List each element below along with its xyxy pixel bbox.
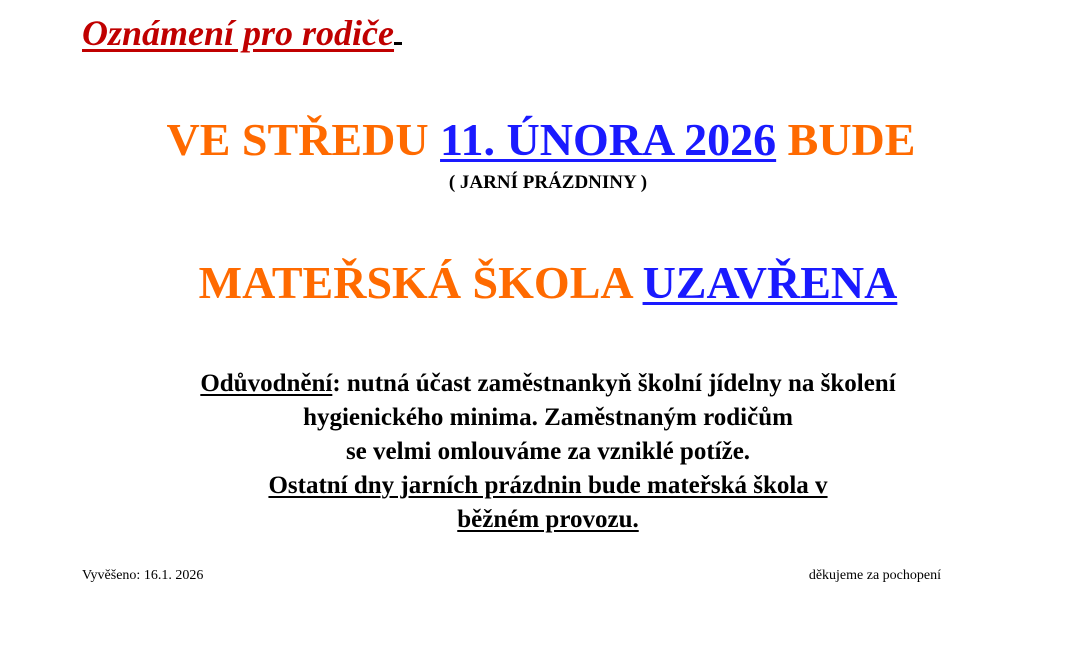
reason-line-4 <box>0 469 1082 503</box>
heading-underline-trail <box>394 6 402 45</box>
closure-date: 11. ÚNORA 2026 <box>440 114 777 165</box>
notice-heading-text: Oznámení pro rodiče <box>82 13 395 53</box>
posted-date: Vyvěšeno: 16.1. 2026 <box>82 568 204 583</box>
notice-heading <box>82 6 402 55</box>
reason-line-4-text: Ostatní dny jarních prázdnin bude mateřská škola v <box>268 472 828 499</box>
date-prefix: VE STŘEDU <box>166 114 441 165</box>
closure-date-line <box>0 112 1082 168</box>
thanks-note: děkujeme za pochopení <box>808 568 941 583</box>
reason-line-1 <box>0 367 1082 401</box>
reason-line-5 <box>0 503 1082 537</box>
closed-prefix: MATEŘSKÁ ŠKOLA <box>198 257 643 308</box>
school-closed-line <box>0 254 1082 312</box>
reason-line-5-text: běžném provozu. <box>457 506 639 533</box>
reason-label: Odůvodnění <box>200 370 333 397</box>
reason-line-1-text: : nutná účast zaměstnankyň školní jídelny na školení <box>332 370 896 397</box>
holiday-subtitle: ( JARNÍ PRÁZDNINY ) <box>448 172 648 193</box>
date-suffix: BUDE <box>776 114 916 165</box>
reason-line-3: se velmi omlouváme za vzniklé potíže. <box>345 438 751 465</box>
reason-paragraph <box>0 367 1082 537</box>
reason-line-2: hygienického minima. Zaměstnaným rodičům <box>303 404 793 431</box>
closed-word: UZAVŘENA <box>642 257 898 308</box>
